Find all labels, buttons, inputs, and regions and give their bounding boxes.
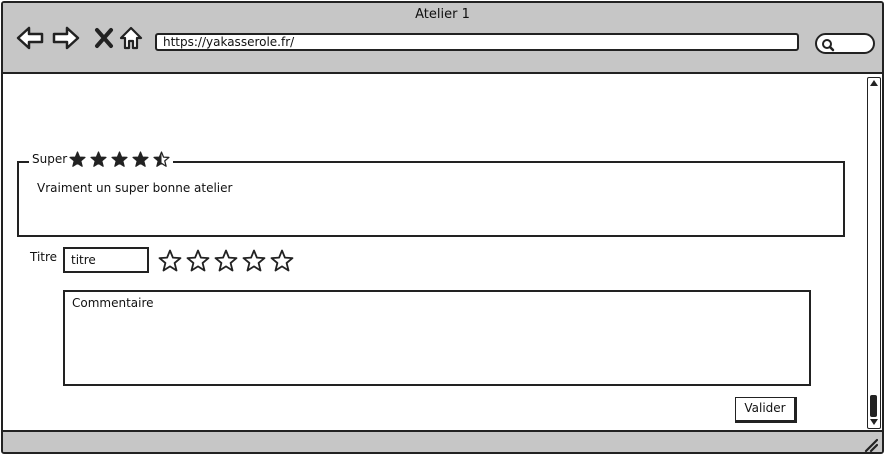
search-icon (820, 37, 836, 53)
rating-star-empty-icon[interactable] (214, 249, 238, 273)
scrollbar-track[interactable] (867, 77, 881, 429)
rating-input[interactable] (158, 249, 294, 273)
review-star-half-icon (153, 151, 170, 168)
back-arrow-icon[interactable] (15, 23, 45, 53)
forward-arrow-icon[interactable] (51, 23, 81, 53)
resize-grip-icon[interactable] (862, 436, 878, 452)
title-label: Titre (30, 250, 58, 264)
rating-star-empty-icon[interactable] (242, 249, 266, 273)
address-bar[interactable]: https://yakasserole.fr/ (155, 33, 799, 51)
review-star-filled-icon (111, 151, 128, 168)
scroll-up-icon[interactable] (869, 79, 879, 87)
page-content (3, 74, 865, 430)
rating-star-empty-icon[interactable] (270, 249, 294, 273)
vertical-scrollbar[interactable] (867, 77, 881, 429)
rating-star-empty-icon[interactable] (158, 249, 182, 273)
review-title: Super (32, 152, 68, 166)
scroll-down-icon[interactable] (869, 418, 879, 426)
review-card (17, 161, 845, 237)
review-star-filled-icon (90, 151, 107, 168)
browser-window (1, 1, 884, 454)
submit-button[interactable]: Valider (735, 397, 797, 423)
review-rating (69, 151, 170, 168)
browser-toolbar (3, 3, 882, 74)
comment-textarea[interactable]: Commentaire (63, 290, 811, 386)
review-header (29, 150, 173, 168)
close-x-icon[interactable] (89, 23, 119, 53)
review-star-filled-icon (132, 151, 149, 168)
review-body: Vraiment un super bonne atelier (37, 181, 233, 195)
status-bar (3, 430, 882, 454)
home-icon[interactable] (116, 23, 146, 53)
scrollbar-thumb[interactable] (870, 395, 877, 417)
review-star-filled-icon (69, 151, 86, 168)
title-input[interactable]: titre (63, 247, 149, 273)
window-title: Atelier 1 (415, 7, 470, 22)
search-field[interactable] (815, 33, 875, 54)
rating-star-empty-icon[interactable] (186, 249, 210, 273)
